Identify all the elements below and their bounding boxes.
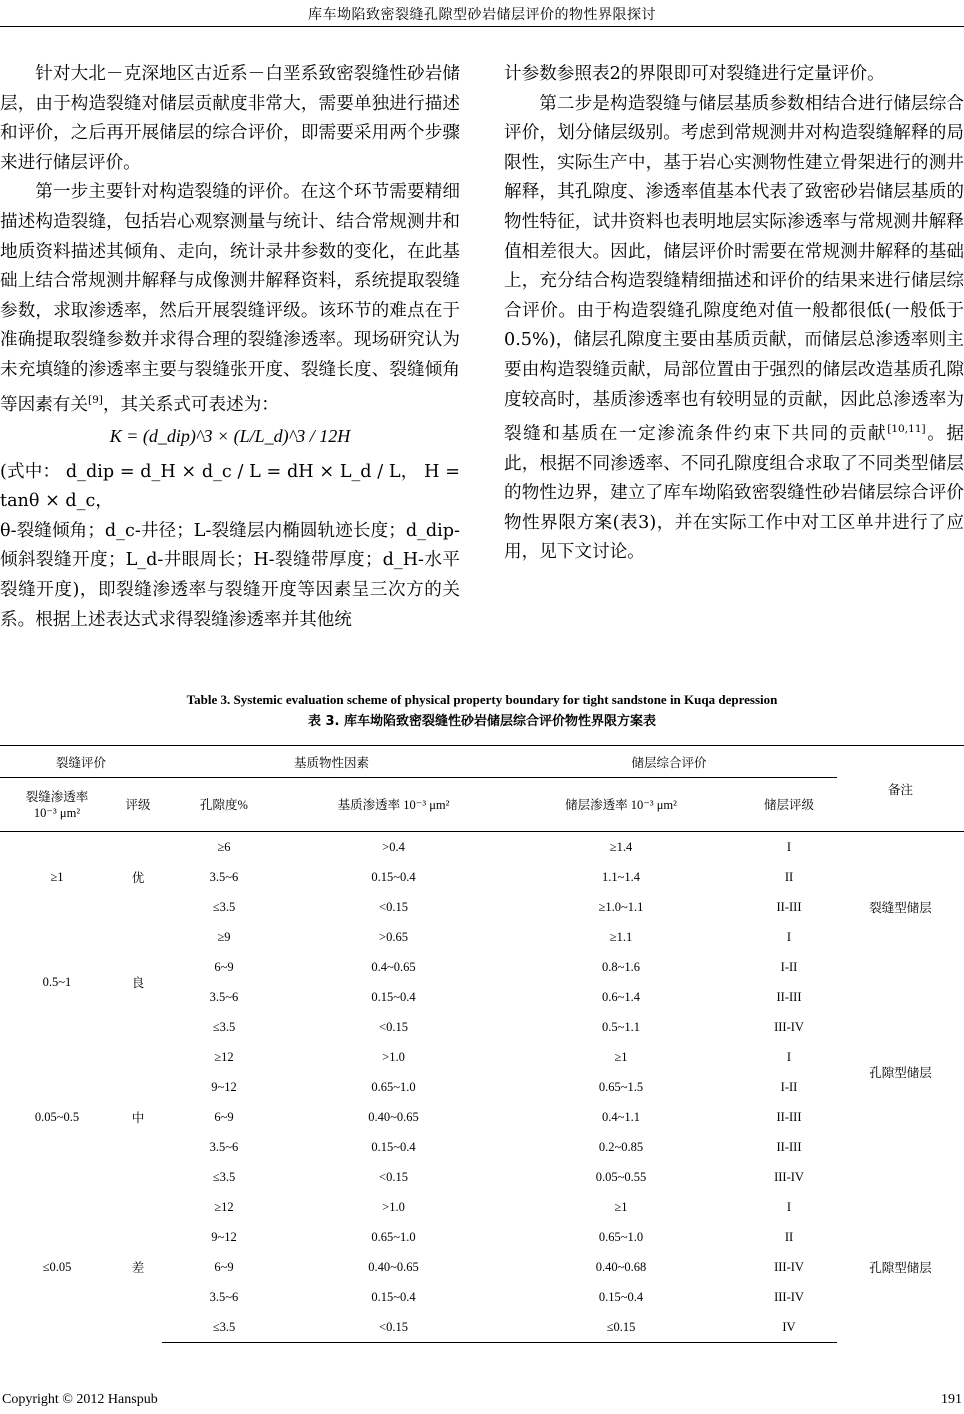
right-paragraph-2-tail: 。据此，根据不同渗透率、不同孔隙度组合求取了不同类型储层的物性边界，建立了库车坳陷致密裂缝性砂岩储层综合评价物性界限方案(表3)，并在实际工作中对工区单井进行了应用，见下文讨论。 bbox=[504, 423, 964, 563]
cell-fracture-grade: 差 bbox=[131, 1261, 145, 1276]
cell-porosity: ≥6 bbox=[217, 839, 231, 854]
cell-reservoir-grade: II-III bbox=[776, 1139, 802, 1154]
cell-matrix-perm: >0.4 bbox=[382, 839, 405, 854]
cell-matrix-perm: >1.0 bbox=[382, 1049, 405, 1064]
cell-reservoir-grade: IV bbox=[741, 1312, 837, 1343]
col-header-matrix-perm: 基质渗透率 10⁻³ μm² bbox=[286, 778, 501, 832]
cell-matrix-perm: 0.15~0.4 bbox=[371, 1139, 416, 1154]
running-header: 库车坳陷致密裂缝孔隙型砂岩储层评价的物性界限探讨 bbox=[308, 7, 656, 23]
cell-reservoir-perm: 0.5~1.1 bbox=[601, 1019, 640, 1034]
citation-10-11[interactable]: [10,11] bbox=[887, 423, 926, 436]
col-header-res-perm: 储层渗透率 10⁻³ μm² bbox=[501, 778, 741, 832]
cell-reservoir-perm: ≥1 bbox=[614, 1199, 628, 1214]
cell-matrix-perm: 0.40~0.65 bbox=[368, 1109, 419, 1124]
cell-reservoir-grade: II-III bbox=[776, 899, 802, 914]
left-paragraph-2 bbox=[0, 178, 460, 420]
cell-remark: 孔隙型储层 bbox=[869, 1261, 932, 1276]
cell-porosity: 6~9 bbox=[214, 959, 234, 974]
cell-remark-empty bbox=[837, 832, 964, 863]
col-header-grade: 评级 bbox=[114, 778, 162, 832]
cell-reservoir-grade: II bbox=[784, 869, 794, 884]
cell-fracture-perm: ≥1 bbox=[50, 869, 64, 884]
group-header-matrix: 基质物性因素 bbox=[162, 746, 501, 778]
left-column bbox=[0, 60, 460, 635]
cell-reservoir-grade: I-II bbox=[780, 1079, 798, 1094]
table-caption-zh: 表 3. 库车坳陷致密裂缝性砂岩储层综合评价物性界限方案表 bbox=[307, 714, 657, 729]
group-header-reservoir: 储层综合评价 bbox=[501, 746, 837, 778]
formula-where-clause: (式中： d_dip = d_H × d_c / L = dH × L_d / L， H = tanθ × d_c， bbox=[0, 461, 460, 512]
cell-fracture-perm: 0.05~0.5 bbox=[34, 1109, 80, 1124]
cell-reservoir-perm: ≥1.4 bbox=[609, 839, 633, 854]
citation-9[interactable]: [9] bbox=[87, 393, 103, 406]
cell-reservoir-perm: 0.4~1.1 bbox=[601, 1109, 640, 1124]
cell-reservoir-perm: ≥1.1 bbox=[609, 929, 633, 944]
cell-matrix-perm: 0.15~0.4 bbox=[371, 1289, 416, 1304]
cell-porosity: 3.5~6 bbox=[209, 869, 239, 884]
table-row bbox=[0, 1192, 964, 1222]
cell-fracture-perm: 0.5~1 bbox=[42, 974, 72, 989]
cell-porosity: ≤3.5 bbox=[212, 1169, 236, 1184]
cell-reservoir-grade: III-IV bbox=[774, 1259, 804, 1274]
cell-reservoir-perm: 1.1~1.4 bbox=[601, 869, 640, 884]
cell-reservoir-perm: ≥1 bbox=[614, 1049, 628, 1064]
table-row bbox=[0, 832, 964, 863]
cell-reservoir-perm: 0.05~0.55 bbox=[595, 1169, 647, 1184]
cell-matrix-perm: 0.65~1.0 bbox=[371, 1079, 416, 1094]
cell-porosity: ≥12 bbox=[214, 1199, 234, 1214]
cell-reservoir-grade: II-III bbox=[776, 989, 802, 1004]
right-paragraph-2 bbox=[504, 90, 964, 568]
permeability-formula: K = (d_dip)^3 × (L/L_d)^3 / 12H bbox=[109, 425, 351, 446]
cell-reservoir-perm: 0.15~0.4 bbox=[598, 1289, 644, 1304]
cell-reservoir-perm: 0.65~1.5 bbox=[598, 1079, 644, 1094]
cell-porosity: 3.5~6 bbox=[209, 989, 239, 1004]
cell-remark: 孔隙型储层 bbox=[869, 1066, 932, 1080]
footer-copyright: Copyright © 2012 Hanspub bbox=[2, 1392, 158, 1407]
left-paragraph-1: 针对大北－克深地区古近系－白垩系致密裂缝性砂岩储层，由于构造裂缝对储层贡献度非常大，需要单独进行描述和评价，之后再开展储层的综合评价，即需要采用两个步骤来进行储层评价。 bbox=[0, 64, 460, 173]
cell-matrix-perm: 0.15~0.4 bbox=[371, 989, 416, 1004]
cell-matrix-perm: 0.15~0.4 bbox=[371, 869, 416, 884]
left-paragraph-2-tail: ，其关系式可表述为： bbox=[102, 394, 279, 415]
cell-matrix-perm: <0.15 bbox=[379, 1169, 408, 1184]
cell-reservoir-perm: 0.8~1.6 bbox=[601, 959, 640, 974]
cell-matrix-perm: 0.65~1.0 bbox=[371, 1229, 416, 1244]
right-paragraph-1: 计参数参照表2的界限即可对裂缝进行定量评价。 bbox=[504, 64, 885, 84]
cell-porosity: 6~9 bbox=[214, 1109, 234, 1124]
cell-reservoir-perm: 0.6~1.4 bbox=[601, 989, 640, 1004]
cell-reservoir-grade: II-III bbox=[776, 1109, 802, 1124]
cell-matrix-perm: >0.65 bbox=[379, 929, 408, 944]
cell-reservoir-grade: III-IV bbox=[774, 1289, 804, 1304]
group-header-remarks: 备注 bbox=[837, 746, 964, 832]
cell-reservoir-grade: I bbox=[786, 839, 792, 854]
header-divider bbox=[0, 26, 964, 27]
cell-porosity: ≥12 bbox=[214, 1049, 234, 1064]
cell-reservoir-perm: 0.65~1.0 bbox=[598, 1229, 644, 1244]
cell-reservoir-perm: ≥1.0~1.1 bbox=[598, 899, 644, 914]
table-body bbox=[0, 832, 964, 1343]
cell-reservoir-grade: I bbox=[786, 1049, 792, 1064]
table-row bbox=[0, 1042, 964, 1072]
cell-matrix-perm: 0.40~0.65 bbox=[368, 1259, 419, 1274]
table-row bbox=[0, 922, 964, 952]
evaluation-table bbox=[0, 745, 964, 1343]
cell-matrix-perm: <0.15 bbox=[379, 899, 408, 914]
cell-porosity: 3.5~6 bbox=[209, 1289, 239, 1304]
group-header-fracture: 裂缝评价 bbox=[0, 746, 162, 778]
cell-matrix-perm: 0.4~0.65 bbox=[371, 959, 416, 974]
col-header-porosity: 孔隙度% bbox=[162, 778, 286, 832]
cell-reservoir-grade: III-IV bbox=[774, 1169, 804, 1184]
cell-fracture-grade: 中 bbox=[131, 1111, 145, 1125]
cell-reservoir-grade: I bbox=[786, 929, 792, 944]
table-caption-en: Table 3. Systemic evaluation scheme of physical property boundary for tight sandstone in Kuqa depression bbox=[186, 692, 778, 707]
cell-fracture-grade: 优 bbox=[131, 871, 145, 885]
cell-porosity: 3.5~6 bbox=[209, 1139, 239, 1154]
cell-reservoir-perm: 0.40~0.68 bbox=[595, 1259, 647, 1274]
cell-reservoir-grade: I bbox=[786, 1199, 792, 1214]
cell-reservoir-grade: III-IV bbox=[774, 1019, 804, 1034]
cell-fracture-perm: ≤0.05 bbox=[42, 1259, 72, 1274]
cell-porosity: 6~9 bbox=[214, 1259, 234, 1274]
cell-porosity: ≥9 bbox=[217, 929, 231, 944]
cell-reservoir-grade: I-II bbox=[780, 959, 798, 974]
cell-matrix-perm: >1.0 bbox=[382, 1199, 405, 1214]
cell-porosity: 9~12 bbox=[211, 1079, 237, 1094]
cell-porosity: ≤3.5 bbox=[212, 1019, 236, 1034]
cell-reservoir-perm: ≤0.15 bbox=[501, 1312, 741, 1343]
cell-matrix-perm: <0.15 bbox=[286, 1312, 501, 1343]
col-header-res-grade: 储层评级 bbox=[741, 778, 837, 832]
right-paragraph-2-text: 第二步是构造裂缝与储层基质参数相结合进行储层综合评价，划分储层级别。考虑到常规测井对构造裂缝解释的局限性，实际生产中，基于岩心实测物性建立骨架进行的测井解释，其孔隙度、渗透率值基本代表了致密砂岩储层基质的物性特征，试井资料也表明地层实际渗透率与常规测井解释值相差很大。因此，储层评价时需要在常规测井解释的基础上，充分结合构造裂缝精细描述和评价的结果来进行储层综合评价。由于构造裂缝孔隙度绝对值一般都很低(一般低于 0.5%)，储层孔隙度主要由基质贡献，而储层总渗透率则主要由构造裂缝贡献，局部位置由于强烈的储层改造基质孔隙度较高时，基质渗透率也有较明显的贡献，因此总渗透率为裂缝和基质在一定渗流条件约束下共同的贡献 bbox=[504, 93, 964, 444]
cell-matrix-perm: <0.15 bbox=[379, 1019, 408, 1034]
cell-porosity: ≤3.5 bbox=[212, 899, 236, 914]
footer-page-number: 191 bbox=[941, 1392, 962, 1407]
cell-fracture-grade: 良 bbox=[131, 976, 145, 990]
left-paragraph-2-text: 第一步主要针对构造裂缝的评价。在这个环节需要精细描述构造裂缝，包括岩心观察测量与统计、结合常规测井和地质资料描述其倾角、走向，统计录井参数的变化，在此基础上结合常规测井解释与成像测井解释资料，系统提取裂缝参数，求取渗透率，然后开展裂缝评级。该环节的难点在于准确提取裂缝参数并求得合理的裂缝渗透率。现场研究认为未充填缝的渗透率主要与裂缝张开度、裂缝长度、裂缝倾角等因素有关 bbox=[0, 182, 460, 415]
cell-reservoir-grade: II bbox=[784, 1229, 794, 1244]
cell-porosity: ≤3.5 bbox=[162, 1312, 286, 1343]
right-column bbox=[504, 60, 964, 568]
cell-reservoir-perm: 0.2~0.85 bbox=[598, 1139, 644, 1154]
cell-porosity: 9~12 bbox=[211, 1229, 237, 1244]
cell-remark: 裂缝型储层 bbox=[869, 901, 932, 915]
left-paragraph-3: θ-裂缝倾角；d_c-井径；L-裂缝层内椭圆轨迹长度；d_dip-倾斜裂缝开度；L_d-井眼周长；H-裂缝带厚度；d_H-水平裂缝开度)，即裂缝渗透率与裂缝开度等因素呈三次方的关系。根据上述表达式求得裂缝渗透率并其他统 bbox=[0, 520, 460, 630]
col-header-frac-perm: 裂缝渗透率 10⁻³ μm² bbox=[0, 778, 114, 832]
